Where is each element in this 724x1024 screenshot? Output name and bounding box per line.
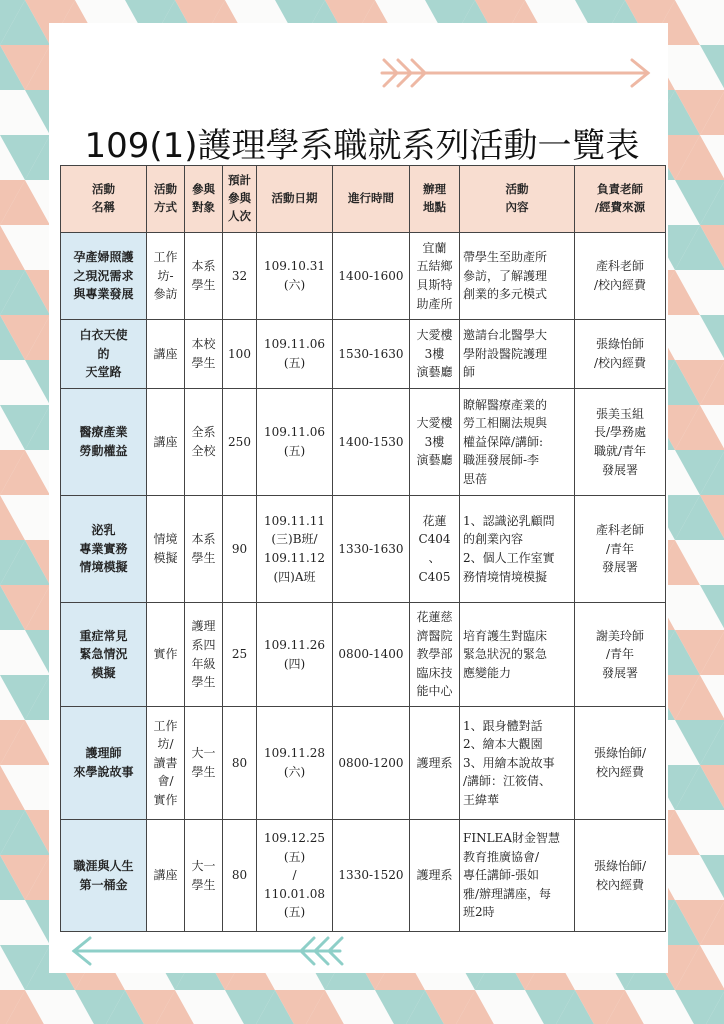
cell-method: 工作 坊/ 讀書 會/ 實作 [147, 707, 185, 820]
page-title: 109(1)護理學系職就系列活動一覽表 [84, 126, 640, 166]
cell-count: 80 [223, 707, 257, 820]
cell-activity-name: 白衣天使 的 天堂路 [61, 320, 147, 389]
table-row [61, 320, 666, 389]
cell-activity-name: 重症常見 緊急情況 模擬 [61, 603, 147, 707]
cell-method: 講座 [147, 389, 185, 496]
cell-date: 109.12.25 (五) / 110.01.08 (五) [257, 820, 333, 932]
header-teacher-funding: 負責老師 /經費來源 [575, 166, 666, 233]
cell-teacher: 產科老師 /青年 發展署 [575, 496, 666, 603]
cell-audience: 本校 學生 [185, 320, 223, 389]
cell-place: 花蓮 C404 、C405 [410, 496, 460, 603]
cell-audience: 護理 系四 年級 學生 [185, 603, 223, 707]
cell-activity-name: 職涯與人生 第一桶金 [61, 820, 147, 932]
cell-count: 90 [223, 496, 257, 603]
table-row [61, 233, 666, 320]
cell-time: 1330-1520 [333, 820, 410, 932]
header-place: 辦理 地點 [410, 166, 460, 233]
cell-content: FINLEA財金智慧 教育推廣協會/ 專任講師-張如 雅/辦理講座，每 班2時 [460, 820, 575, 932]
header-time: 進行時間 [333, 166, 410, 233]
cell-method: 實作 [147, 603, 185, 707]
cell-teacher: 張綠怡師 /校內經費 [575, 320, 666, 389]
header-audience: 參與 對象 [185, 166, 223, 233]
cell-audience: 本系 學生 [185, 496, 223, 603]
cell-count: 100 [223, 320, 257, 389]
cell-method: 情境 模擬 [147, 496, 185, 603]
cell-time: 1400-1530 [333, 389, 410, 496]
right-arrow-decoration-icon [380, 56, 655, 90]
cell-date: 109.11.06 (五) [257, 320, 333, 389]
cell-audience: 大一 學生 [185, 820, 223, 932]
cell-teacher: 張綠怡師/ 校內經費 [575, 820, 666, 932]
cell-place: 護理系 [410, 820, 460, 932]
header-content: 活動 內容 [460, 166, 575, 233]
cell-content: 培育護生對臨床 緊急狀況的緊急 應變能力 [460, 603, 575, 707]
cell-place: 大愛樓 3樓 演藝廳 [410, 320, 460, 389]
cell-date: 109.11.26 (四) [257, 603, 333, 707]
cell-content: 瞭解醫療產業的 勞工相關法規與 權益保障/講師: 職涯發展師-李 思蓓 [460, 389, 575, 496]
cell-teacher: 張綠怡師/ 校內經費 [575, 707, 666, 820]
cell-count: 250 [223, 389, 257, 496]
cell-content: 帶學生至助產所 參訪，了解護理 創業的多元模式 [460, 233, 575, 320]
cell-teacher: 張美玉組 長/學務處 職就/青年 發展署 [575, 389, 666, 496]
table-header-row [61, 166, 666, 233]
cell-time: 0800-1200 [333, 707, 410, 820]
cell-content: 1、認識泌乳顧問 的創業內容 2、個人工作室實 務情境情境模擬 [460, 496, 575, 603]
header-expected-count: 預計 參與 人次 [223, 166, 257, 233]
cell-place: 大愛樓 3樓 演藝廳 [410, 389, 460, 496]
cell-count: 25 [223, 603, 257, 707]
cell-teacher: 產科老師 /校內經費 [575, 233, 666, 320]
cell-method: 講座 [147, 320, 185, 389]
cell-audience: 全系 全校 [185, 389, 223, 496]
cell-count: 80 [223, 820, 257, 932]
table-row [61, 820, 666, 932]
cell-place: 護理系 [410, 707, 460, 820]
cell-time: 1530-1630 [333, 320, 410, 389]
header-method: 活動 方式 [147, 166, 185, 233]
cell-count: 32 [223, 233, 257, 320]
cell-content: 1、跟身體對話 2、繪本大觀園 3、用繪本說故事 /講師：江筱倩、 王緯華 [460, 707, 575, 820]
cell-time: 1330-1630 [333, 496, 410, 603]
header-date: 活動日期 [257, 166, 333, 233]
cell-date: 109.11.11 (三)B班/ 109.11.12 (四)A班 [257, 496, 333, 603]
cell-date: 109.10.31 (六) [257, 233, 333, 320]
activity-table [60, 165, 666, 932]
cell-teacher: 謝美玲師 /青年 發展署 [575, 603, 666, 707]
cell-activity-name: 泌乳 專業實務 情境模擬 [61, 496, 147, 603]
cell-audience: 本系 學生 [185, 233, 223, 320]
table-row [61, 603, 666, 707]
cell-method: 工作 坊- 參訪 [147, 233, 185, 320]
cell-place: 花蓮慈 濟醫院 教學部 臨床技 能中心 [410, 603, 460, 707]
cell-content: 邀請台北醫學大 學附設醫院護理 師 [460, 320, 575, 389]
cell-activity-name: 孕產婦照護 之現況需求 與專業發展 [61, 233, 147, 320]
cell-time: 1400-1600 [333, 233, 410, 320]
left-arrow-decoration-icon [68, 934, 348, 968]
cell-date: 109.11.06 (五) [257, 389, 333, 496]
cell-method: 講座 [147, 820, 185, 932]
cell-time: 0800-1400 [333, 603, 410, 707]
cell-activity-name: 護理師 來學說故事 [61, 707, 147, 820]
cell-activity-name: 醫療產業 勞動權益 [61, 389, 147, 496]
cell-place: 宜蘭 五結鄉 貝斯特 助產所 [410, 233, 460, 320]
cell-date: 109.11.28 (六) [257, 707, 333, 820]
header-activity-name: 活動 名稱 [61, 166, 147, 233]
table-row [61, 389, 666, 496]
table-row [61, 707, 666, 820]
table-row [61, 496, 666, 603]
cell-audience: 大一 學生 [185, 707, 223, 820]
